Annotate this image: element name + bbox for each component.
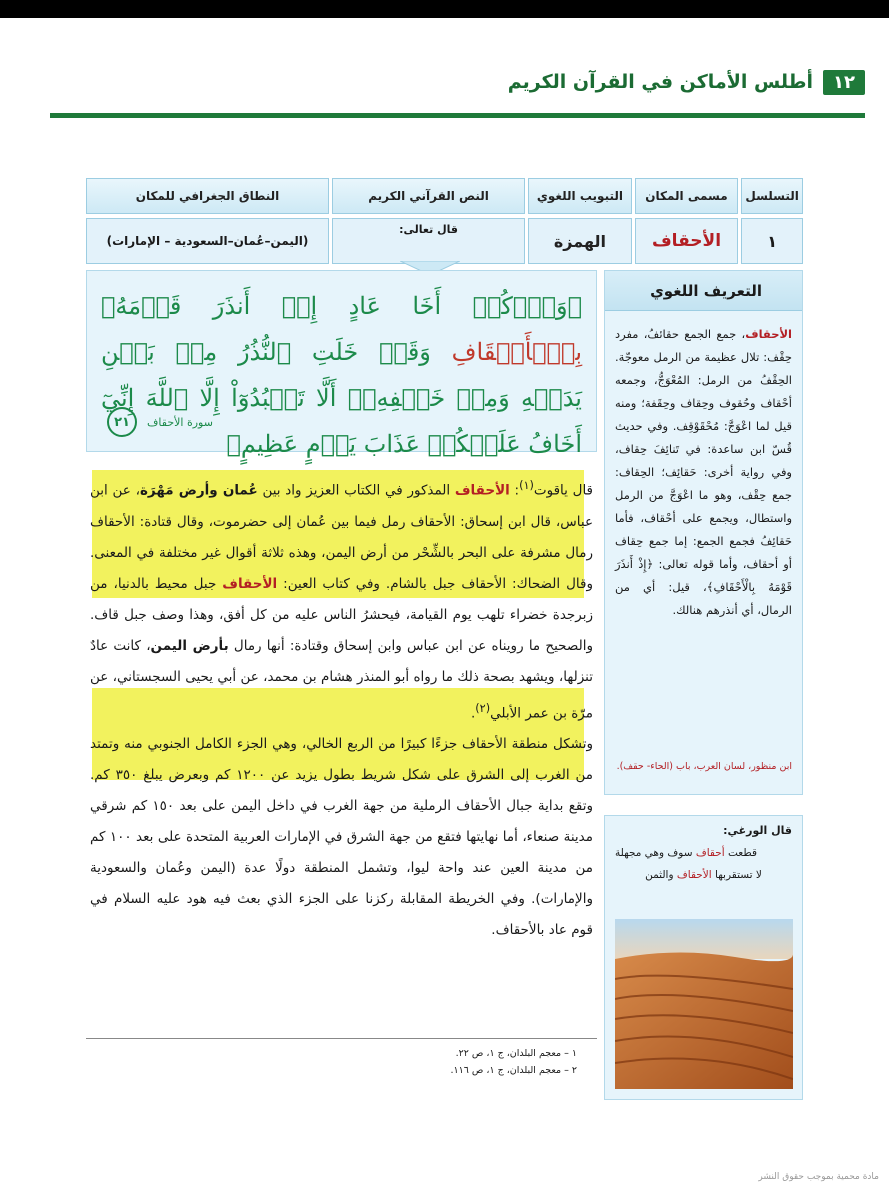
side-title: التعريف اللغوي bbox=[605, 271, 802, 311]
paragraph-1 bbox=[86, 470, 597, 729]
header-geo-scope: النطاق الجغرافي للمكان bbox=[86, 178, 329, 214]
footnote-2: ٢ – معجم البلدان، ج ١، ص ١١٦. bbox=[450, 1065, 577, 1076]
footnote-ref-1: (١) bbox=[519, 479, 534, 492]
quran-verse bbox=[101, 283, 582, 467]
footnote-ref-2: (٢) bbox=[475, 701, 491, 715]
sand-dunes-image bbox=[615, 919, 793, 1089]
quran-footer bbox=[107, 407, 213, 437]
side-source: ابن منظور، لسان العرب، باب (الحاء- حقف). bbox=[616, 761, 792, 772]
quran-part2: وَقَدۡ خَلَتِ ٱلنُّذُرُ مِنۢ بَيۡنِ يَدَيۡهِ وَمِنۡ خَلۡفِهِۦٓ أَلَّا تَعۡبُدُوٓاْ إِلَّا ٱللَّهَ إِنِّيٓ أَخَافُ عَلَيۡكُمۡ عَذَابَ يَوۡمٍ عَظِيمٍ﴾ bbox=[101, 338, 582, 458]
p1-b: : bbox=[509, 482, 520, 499]
book-title: أطلس الأماكن في القرآن الكريم bbox=[507, 71, 814, 93]
side-definition-text bbox=[605, 311, 802, 622]
footnote-1: ١ – معجم البلدان، ج ١، ص ٢٢. bbox=[455, 1048, 577, 1059]
header-place-name: مسمى المكان bbox=[635, 178, 739, 214]
table-header-row bbox=[86, 178, 803, 214]
header-rule bbox=[50, 113, 865, 118]
quran-intro-label: قال تعالى: bbox=[399, 223, 458, 236]
p1-ahqaf-word: الأحقاف bbox=[454, 482, 510, 499]
p1-oman: عُمان وأرض مَهْرَة bbox=[139, 482, 258, 499]
footnotes bbox=[86, 1038, 597, 1079]
cell-geo-scope: (اليمن–عُمان–السعودية – الإمارات) bbox=[86, 218, 329, 264]
header-serial: التسلسل bbox=[741, 178, 803, 214]
main-text bbox=[86, 470, 597, 946]
p1-e: جبل محيط بالدنيا، من زبرجدة خضراء تلهب يوم القيامة، فيحشرُ الناس عليه من كل أفق، وهذا وصف جبل قاف. والصحيح ما رويناه عن ابن عباس وابن إسحاق وقتادة: أنها رمال bbox=[90, 575, 593, 654]
cell-place: الأحقاف bbox=[635, 218, 739, 264]
poem-box bbox=[604, 815, 803, 1100]
page-header bbox=[508, 68, 865, 96]
poem-line-1: قطعت أحقاف سوف وهي مجهلة bbox=[615, 847, 757, 859]
p1-yemen: بأرض اليمن bbox=[150, 637, 229, 654]
side-defined-word: الأحقاف bbox=[745, 327, 792, 341]
sura-name: سورة الأحقاف bbox=[147, 415, 213, 429]
paragraph-2: وتشكل منطقة الأحقاف جزءًا كبيرًا من الربع الخالي، وهي الجزء الكامل الجنوبي منه وتمتد من الغرب إلى الشرق على شكل شريط بطول يزيد عن ١٢٠٠ كم وبعرض يبلغ ٣٥٠ كم. وتقع بداية جبال الأحقاف الرملية من جهة الغرب في داخل اليمن على بعد ١٥٠ كم شرقي مدينة صنعاء، أما نهايتها فتقع من جهة الشرق في الإمارات العربية المتحدة على بعد ١٠٠ كم من مدينة العين عند واحة ليوا، وتشمل المنطقة دولًا عدة (اليمن وعُمان والسعودية والإمارات). وفي الخريطة المقابلة ركزنا على الجزء الذي بعث فيه هود عليه السلام في قوم عاد بالأحقاف. bbox=[90, 736, 594, 938]
p1-d: ، عن ابن عباس، قال ابن إسحاق: الأحقاف رمل فيما بين عُمان إلى حضرموت، وقال قتادة: الأحقاف رمال مشرفة على البحر بالشِّحْر من أرض اليمن، وهذه ثلاثة أقوال غير مختلفة في المعنى. وقال الضحاك: الأحقاف جبل بالشام. وفي كتاب العين: bbox=[90, 482, 593, 592]
header-category: التبويب اللغوي bbox=[528, 178, 632, 214]
poem-line-2: لا تستقربها الأحقاف والثمن bbox=[645, 869, 762, 881]
cell-quran-intro bbox=[332, 218, 525, 264]
p1-ahqaf-word-2: الأحقاف bbox=[222, 575, 278, 592]
p1-c: المذكور في الكتاب العزيز واد بين bbox=[257, 482, 455, 499]
page-number: ١٢ bbox=[823, 70, 865, 95]
quran-part1: ﴿وَٱذۡكُرۡ أَخَا عَادٍ إِذۡ أَنذَرَ قَوۡمَهُۥ bbox=[101, 292, 582, 320]
poem-author: قال الورغي: bbox=[723, 824, 792, 837]
quran-highlight-word: بِٱلۡأَحۡقَافِ bbox=[451, 338, 582, 366]
table-row bbox=[86, 218, 803, 264]
watermark: مادة محمية بموجب حقوق النشر bbox=[758, 1172, 879, 1182]
side-definition-body: ، جمع الجمع حقائفُ، مفرد حِقْف: تلال عظيمة من الرمل معوجّة. الحِقْفُ من الرمل: المُعْوَجُّ، وجمعه أحْقاف وحُقوف وحِقاف وحِقَفة؛ ومنه قيل لما اعْوَجَّ: مُحْقَوْقِف. وفي حديث قُسّ ابن ساعدة: في تَنائِفَ حِقاف، وفي رواية أخرى: حَقائِف؛ الحِقاف: جمع حِقْف، وهو ما اعْوَجَّ من الرمل واستطال، ويجمع على أحْقاف، فأما حَقائِفُ فجمع الجمع: إما جمع حِقاف أو أحقاف، وأما قوله تعالى: ﴿إِذْ أَنذَرَ قَوْمَهُ بِالْأَحْقَافِ﴾، قيل: أي من الرمال، أي أنذرهم هنالك. bbox=[615, 327, 792, 617]
ayah-number-icon: ٢١ bbox=[107, 407, 137, 437]
cell-category: الهمزة bbox=[528, 218, 632, 264]
p1-f: ، كانت عادٌ تنزلها، ويشهد بصحة ذلك ما رواه أبو المنذر هشام بن محمد، عن أبي يحيى السجستاني، عن مرّة بن عمر الأبلي bbox=[90, 637, 593, 721]
header-quran-text: النص القرآني الكريم bbox=[332, 178, 525, 214]
cell-serial: ١ bbox=[741, 218, 803, 264]
quran-verse-box bbox=[86, 270, 597, 458]
p1-a: قال ياقوت bbox=[533, 482, 594, 499]
p1-g: . bbox=[470, 705, 476, 721]
top-black-bar bbox=[0, 0, 889, 18]
linguistic-definition-box bbox=[604, 270, 803, 795]
